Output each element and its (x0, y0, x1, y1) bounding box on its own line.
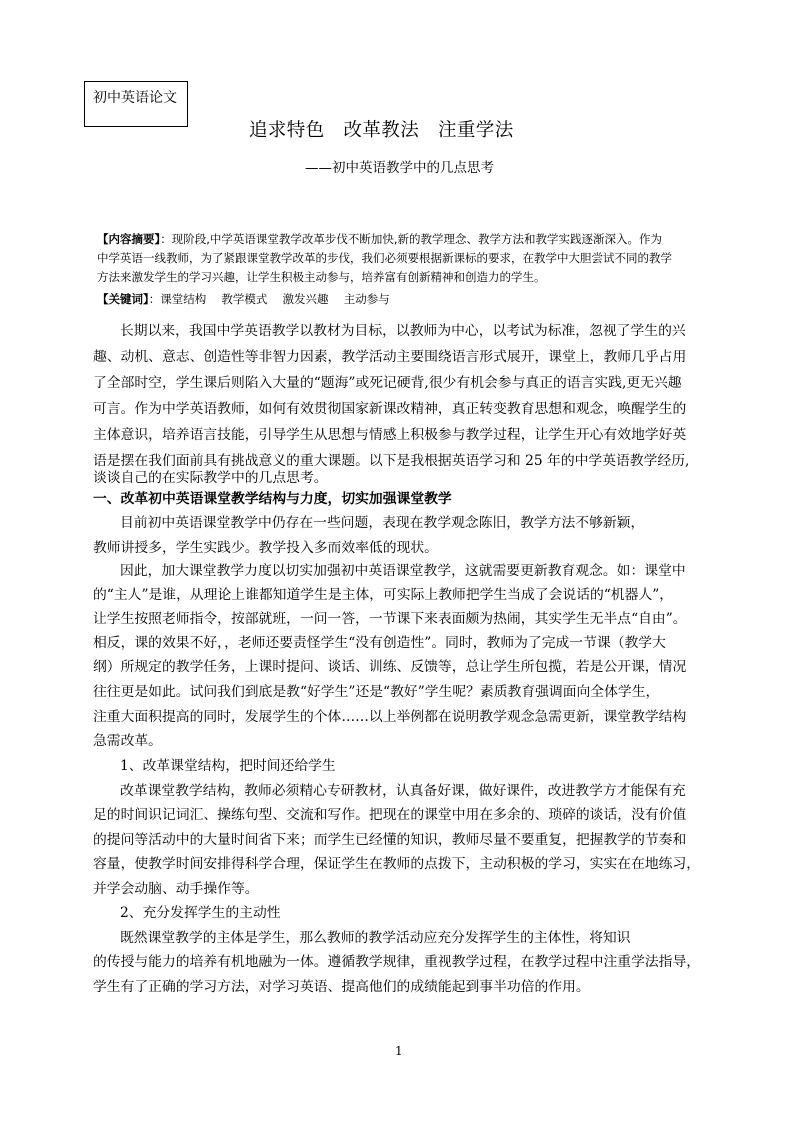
section-heading: 一、改革初中英语课堂教学结构与力度，切实加强课堂教学 (93, 491, 452, 507)
subsection1-line: 的提问等活动中的大量时间省下来；而学生已经懂的知识，教师尽量不要重复，把握教学的节奏和 (93, 832, 687, 848)
intro-line: 语是摆在我们面前具有挑战意义的重大课题。以下是我根据英语学习和 25 年的中学英语教学经历, (93, 453, 690, 469)
document-title: 追求特色 改革教法 注重学法 (249, 120, 514, 141)
subsection1-line: 并学会动脑、动手操作等。 (93, 881, 259, 897)
section1-line: 目前初中英语课堂教学中仍存在一些问题，表现在教学观念陈旧，教学方法不够新颖， (120, 515, 645, 531)
subsection2-line: 既然课堂教学的主体是学生，那么教师的教学活动应充分发挥学生的主体性，将知识 (120, 930, 631, 946)
keywords-label: 【关键词】 (97, 292, 149, 306)
subsection2-line: 学生有了正确的学习方法，对学习英语、提高他们的成绩能起到事半功倍的作用。 (93, 979, 590, 995)
section1-line: 教师讲授多，学生实践少。教学投入多而效率低的现状。 (93, 540, 438, 556)
section1-line: 让学生按照老师指令，按部就班，一问一答，一节课下来表面颇为热闹，其实学生无半点“自由”。 (93, 611, 687, 627)
subsection1-line: 容量，使教学时间安排得科学合理，保证学生在教师的点拨下，主动积极的学习，实实在在地练习， (93, 856, 701, 872)
keywords-text: ：课堂结构 教学模式 激发兴趣 主动参与 (148, 292, 390, 306)
abstract-text: ：现阶段,中学英语课堂教学改革步伐不断加快,新的教学理念、教学方法和教学实践逐渐深入。作为 (160, 232, 663, 246)
section1-line: 相反，课的效果不好，，老师还要责怪学生“没有创造性”。同时，教师为了完成一节课（教学大 (93, 635, 666, 651)
section1-line: 的“主人”是谁，从理论上谁都知道学生是主体，可实际上教师把学生当成了会说话的“机器人”， (93, 587, 674, 603)
keywords-line (97, 292, 390, 306)
section1-line: 因此，加大课堂教学力度以切实加强初中英语课堂教学，这就需要更新教育观念。如：课堂中 (120, 563, 686, 579)
document-subtitle: ——初中英语教学中的几点思考 (305, 160, 494, 176)
intro-line: 了全部时空，学生课后则陷入大量的“题海”或死记硬背,很少有机会参与真正的语言实践,更无兴趣 (93, 375, 682, 391)
section1-line: 往往更是如此。试问我们到底是教“好学生”还是“教好”学生呢？素质教育强调面向全体学生， (93, 684, 660, 700)
subsection-heading: 1、改革课堂结构，把时间还给学生 (120, 758, 336, 774)
page-number: 1 (395, 1044, 403, 1058)
intro-line: 趣、动机、意志、创造性等非智力因素，教学活动主要围绕语言形式展开，课堂上，教师几乎占用 (93, 349, 687, 365)
subsection-heading: 2、充分发挥学生的主动性 (120, 905, 281, 921)
abstract-label: 【内容摘要】 (97, 232, 161, 246)
abstract-line: 方法来激发学生的学习兴趣，让学生积极主动参与，培养富有创新精神和创造力的学生。 (97, 270, 546, 284)
subsection1-line: 足的时间识记词汇、操练句型、交流和写作。把现在的课堂中用在多余的、琐碎的谈话，没有价值 (93, 807, 687, 823)
intro-line: 主体意识，培养语言技能，引导学生从思想与情感上积极参与教学过程，让学生开心有效地学好英 (93, 427, 687, 443)
abstract-line: 中学英语一线教师，为了紧跟课堂教学改革的步伐，我们必须要根据新课标的要求，在教学中大胆尝试不同的教学 (97, 251, 672, 265)
abstract-line (97, 232, 662, 246)
intro-line: 可言。作为中学英语教师，如何有效贯彻国家新课改精神，真正转变教育思想和观念，唤醒学生的 (93, 401, 687, 417)
category-box (84, 81, 188, 127)
section1-line: 注重大面积提高的同时，发展学生的个体……以上举例都在说明教学观念急需更新，课堂教学结构 (93, 709, 687, 725)
category-label: 初中英语论文 (93, 90, 177, 106)
subsection2-line: 的传授与能力的培养有机地融为一体。遵循教学规律，重视教学过程，在教学过程中注重学法指导， (93, 954, 701, 970)
intro-line: 长期以来，我国中学英语教学以教材为目标，以教师为中心，以考试为标准，忽视了学生的兴 (120, 323, 686, 339)
section1-line: 急需改革。 (93, 733, 162, 749)
subsection1-line: 改革课堂教学结构，教师必须精心专研教材，认真备好课，做好课件，改进教学方才能保有充 (120, 783, 686, 799)
intro-line: 谈谈自己的在实际教学中的几点思考。 (93, 470, 328, 486)
section1-line: 纲）所规定的教学任务，上课时提问、谈话、训练、反馈等，总让学生所包揽，若是公开课，情况 (93, 659, 687, 675)
